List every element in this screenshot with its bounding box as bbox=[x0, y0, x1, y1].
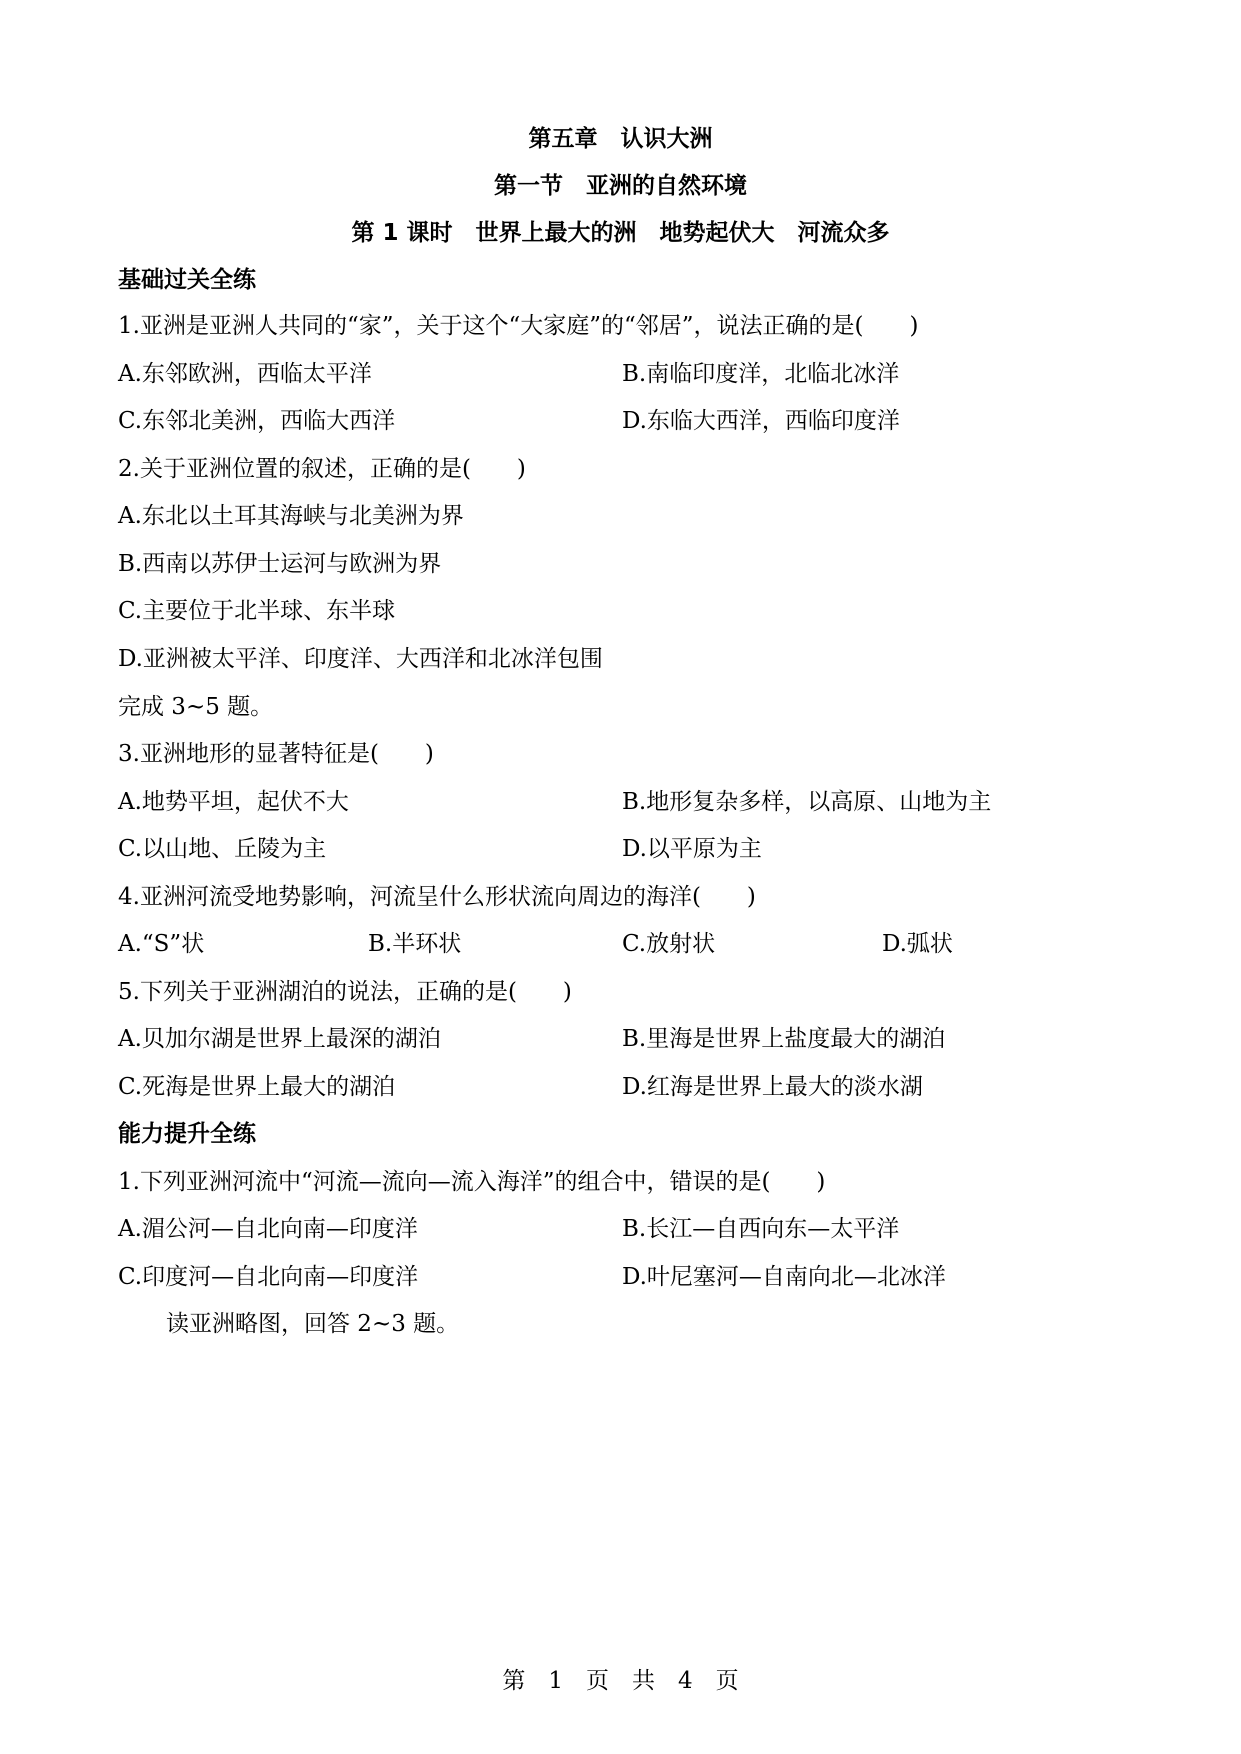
lesson-title: 第 1 课时 世界上最大的洲 地势起伏大 河流众多 bbox=[351, 220, 890, 246]
q4-option-c: C.放射状 bbox=[622, 931, 716, 957]
intro-3-5: 完成 3~5 题。 bbox=[118, 694, 274, 720]
q3-stem: 3.亚洲地形的显著特征是( ) bbox=[118, 741, 434, 767]
q1-stem: 1.亚洲是亚洲人共同的“家”，关于这个“大家庭”的“邻居”，说法正确的是( ) bbox=[118, 313, 919, 339]
chapter-title: 第五章 认识大洲 bbox=[528, 126, 713, 152]
q2-option-a: A.东北以土耳其海峡与北美洲为界 bbox=[118, 503, 464, 529]
q3-option-b: B.地形复杂多样，以高原、山地为主 bbox=[622, 789, 992, 815]
q5-option-b: B.里海是世界上盐度最大的湖泊 bbox=[622, 1026, 946, 1052]
q3-option-c: C.以山地、丘陵为主 bbox=[118, 836, 327, 862]
q3-option-a: A.地势平坦，起伏不大 bbox=[118, 789, 349, 815]
q2-option-d: D.亚洲被太平洋、印度洋、大西洋和北冰洋包围 bbox=[118, 646, 603, 672]
part1-heading: 基础过关全练 bbox=[118, 267, 256, 293]
p2-q1-option-c: C.印度河—自北向南—印度洋 bbox=[118, 1264, 419, 1290]
q5-option-a: A.贝加尔湖是世界上最深的湖泊 bbox=[118, 1026, 441, 1052]
q1-option-d: D.东临大西洋，西临印度洋 bbox=[622, 408, 900, 434]
q1-option-c: C.东邻北美洲，西临大西洋 bbox=[118, 408, 396, 434]
q4-option-a: A.“S”状 bbox=[118, 931, 205, 957]
q2-stem: 2.关于亚洲位置的叙述，正确的是( ) bbox=[118, 456, 526, 482]
q3-option-d: D.以平原为主 bbox=[622, 836, 762, 862]
q5-option-d: D.红海是世界上最大的淡水湖 bbox=[622, 1074, 923, 1100]
p2-q1-option-d: D.叶尼塞河—自南向北—北冰洋 bbox=[622, 1264, 946, 1290]
q2-option-c: C.主要位于北半球、东半球 bbox=[118, 598, 396, 624]
intro-2-3: 读亚洲略图，回答 2~3 题。 bbox=[166, 1311, 460, 1337]
q5-stem: 5.下列关于亚洲湖泊的说法，正确的是( ) bbox=[118, 979, 572, 1005]
q2-option-b: B.西南以苏伊士运河与欧洲为界 bbox=[118, 551, 442, 577]
section-title: 第一节 亚洲的自然环境 bbox=[494, 173, 747, 199]
page-footer: 第 1 页 共 4 页 bbox=[502, 1668, 739, 1694]
q5-option-c: C.死海是世界上最大的湖泊 bbox=[118, 1074, 396, 1100]
q1-option-b: B.南临印度洋，北临北冰洋 bbox=[622, 361, 900, 387]
p2-q1-option-a: A.湄公河—自北向南—印度洋 bbox=[118, 1216, 418, 1242]
q4-option-d: D.弧状 bbox=[882, 931, 953, 957]
p2-q1-stem: 1.下列亚洲河流中“河流—流向—流入海洋”的组合中，错误的是( ) bbox=[118, 1169, 826, 1195]
part2-heading: 能力提升全练 bbox=[118, 1121, 256, 1147]
p2-q1-option-b: B.长江—自西向东—太平洋 bbox=[622, 1216, 900, 1242]
q1-option-a: A.东邻欧洲，西临太平洋 bbox=[118, 361, 372, 387]
q4-option-b: B.半环状 bbox=[368, 931, 462, 957]
q4-stem: 4.亚洲河流受地势影响，河流呈什么形状流向周边的海洋( ) bbox=[118, 884, 756, 910]
